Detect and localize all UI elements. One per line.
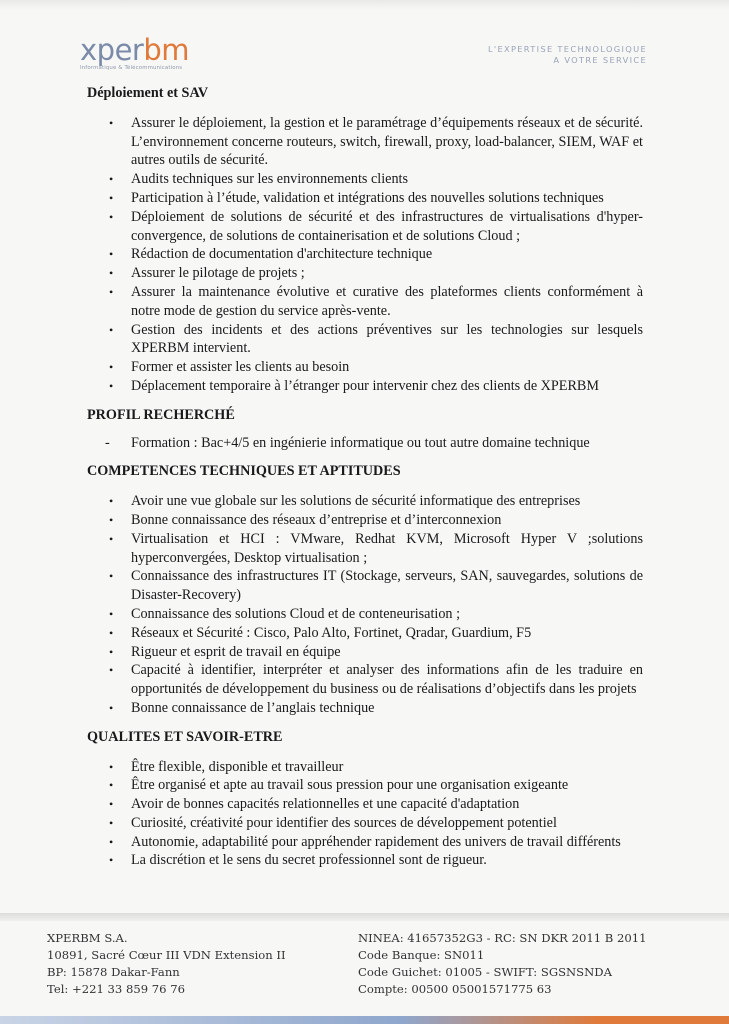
list-item: [87, 624, 643, 643]
list-item-text: La discrétion et le sens du secret professionnel sont de rigueur.: [131, 852, 487, 869]
bullet-icon: •: [109, 625, 114, 640]
section-deploiement: [87, 84, 643, 396]
list-item-text: Gestion des incidents et des actions préventives sur les technologies sur lesquels XPERBM intervient.: [131, 321, 643, 357]
section-gap: [87, 718, 643, 728]
slogan-line-2: A VOTRE SERVICE: [553, 55, 647, 65]
list-item: [87, 776, 643, 795]
list-item-text: Formation : Bac+4/5 en ingénierie informatique ou tout autre domaine technique: [131, 434, 590, 451]
list-item: [87, 434, 643, 453]
list-item-text: Curiosité, créativité pour identifier des sources de développement potentiel: [131, 814, 557, 831]
list-item-text: Être flexible, disponible et travailleur: [131, 758, 344, 775]
page-top-edge: [0, 0, 729, 10]
page-footer: [0, 930, 729, 1010]
list-item: [87, 245, 643, 264]
list-item-text: Audits techniques sur les environnements clients: [131, 171, 408, 188]
logo-accent: bm: [143, 33, 190, 67]
bullet-icon: •: [109, 247, 114, 262]
list-item: [87, 851, 643, 870]
footer-ninea: NINEA: 41657352G3 - RC: SN DKR 2011 B 2011: [358, 931, 647, 945]
list-item: [87, 283, 643, 321]
list-item: [87, 511, 643, 530]
company-logo: [80, 33, 190, 71]
list-item: [87, 208, 643, 246]
list-item: [87, 605, 643, 624]
bullet-icon: •: [109, 494, 114, 509]
dash-icon: -: [105, 434, 110, 451]
footer-legal-block: [358, 930, 646, 998]
bullet-icon: •: [109, 797, 114, 812]
bullet-icon: •: [109, 644, 114, 659]
list-item: [87, 833, 643, 852]
section-gap: [87, 396, 643, 406]
section-profil: [87, 406, 643, 453]
section-title-competences: COMPETENCES TECHNIQUES ET APTITUDES: [87, 463, 401, 480]
list-item-text: Bonne connaissance de l’anglais technique: [131, 699, 375, 716]
bullet-icon: •: [109, 700, 114, 715]
bullet-icon: •: [109, 569, 114, 584]
section-title-qualites: QUALITES ET SAVOIR-ETRE: [87, 728, 283, 745]
list-item-text: Être organisé et apte au travail sous pression pour une organisation exigeante: [131, 777, 569, 794]
list-item-text: Assurer la maintenance évolutive et curative des plateformes clients conformément à notre mode de gestion du service après-vente.: [131, 283, 643, 319]
list-item-text: Avoir une vue globale sur les solutions de sécurité informatique des entreprises: [131, 493, 581, 510]
section-title-deploiement: Déploiement et SAV: [87, 85, 209, 101]
bullet-icon: •: [109, 778, 114, 793]
list-item-text: Déplacement temporaire à l’étranger pour intervenir chez des clients de XPERBM: [131, 377, 600, 394]
bullet-icon: •: [109, 378, 114, 393]
list-item: [87, 758, 643, 777]
list-item-text: Réseaux et Sécurité : Cisco, Palo Alto, Fortinet, Qradar, Guardium, F5: [131, 624, 532, 641]
list-item-text: Assurer le pilotage de projets ;: [131, 265, 305, 282]
bullet-icon: •: [109, 266, 114, 281]
bullet-icon: •: [109, 284, 114, 299]
list-item-text: Assurer le déploiement, la gestion et le paramétrage d’équipements réseaux et de sécurité. L’environnement concerne routeurs, switch, firewall, proxy, load-balancer, SIEM, WAF et autres outils de sécurité.: [131, 114, 643, 169]
list-item-text: Participation à l’étude, validation et intégrations des nouvelles solutions techniques: [131, 189, 604, 206]
bullet-icon: •: [109, 172, 114, 187]
bullet-icon: •: [109, 853, 114, 868]
footer-address: 10891, Sacré Cœur III VDN Extension II: [47, 948, 286, 962]
list-item-text: Rigueur et esprit de travail en équipe: [131, 643, 341, 660]
list-item: [87, 661, 643, 699]
list-item-text: Déploiement de solutions de sécurité et des infrastructures de virtualisations d'hyper-convergence, de solutions de containerisation et de solutions Cloud ;: [131, 208, 643, 244]
list-item: [87, 699, 643, 718]
section-gap: [87, 452, 643, 462]
logo-main: xper: [80, 33, 144, 67]
list-item-text: Bonne connaissance des réseaux d’entreprise et d’interconnexion: [131, 511, 502, 528]
list-item-text: Virtualisation et HCI : VMware, Redhat KVM, Microsoft Hyper V ;solutions hyperconvergées, Desktop virtualisation ;: [131, 530, 643, 566]
list-item: [87, 814, 643, 833]
list-item: [87, 492, 643, 511]
list-item-text: Avoir de bonnes capacités relationnelles et une capacité d'adaptation: [131, 796, 520, 813]
bullet-icon: •: [109, 190, 114, 205]
slogan-line-1: L'EXPERTISE TECHNOLOGIQUE: [487, 44, 647, 54]
bullet-icon: •: [109, 606, 114, 621]
list-item-text: Connaissance des solutions Cloud et de conteneurisation ;: [131, 605, 461, 622]
list-item-text: Connaissance des infrastructures IT (Stockage, serveurs, SAN, sauvegardes, solutions de Disaster-Recovery): [131, 568, 643, 604]
list-item-text: Former et assister les clients au besoin: [131, 359, 350, 376]
footer-color-bar: [0, 1016, 729, 1024]
header-slogan: [488, 44, 647, 66]
footer-divider: [0, 913, 729, 921]
competences-list: [87, 492, 643, 718]
bullet-icon: •: [109, 115, 114, 130]
bullet-icon: •: [109, 360, 114, 375]
list-item: [87, 530, 643, 568]
profil-list: [87, 434, 643, 453]
qualites-list: [87, 758, 643, 871]
section-title-profil: PROFIL RECHERCHÉ: [87, 406, 235, 423]
footer-code-guichet: Code Guichet: 01005 - SWIFT: SGSNSNDA: [358, 965, 612, 979]
deploiement-list: [87, 114, 643, 396]
bullet-icon: •: [109, 209, 114, 224]
list-item-text: Autonomie, adaptabilité pour appréhender rapidement des univers de travail différents: [131, 833, 621, 850]
bullet-icon: •: [109, 759, 114, 774]
list-item: [87, 114, 643, 170]
bullet-icon: •: [109, 531, 114, 546]
section-qualites: [87, 728, 643, 871]
footer-code-banque: Code Banque: SN011: [358, 948, 485, 962]
footer-compte: Compte: 00500 05001571775 63: [358, 982, 552, 996]
bullet-icon: •: [109, 322, 114, 337]
bullet-icon: •: [109, 815, 114, 830]
footer-tel: Tel: +221 33 859 76 76: [47, 982, 185, 996]
footer-bp: BP: 15878 Dakar-Fann: [47, 965, 180, 979]
bullet-icon: •: [109, 663, 114, 678]
footer-address-block: [47, 930, 286, 998]
list-item: [87, 567, 643, 605]
section-competences: [87, 462, 643, 717]
list-item: [87, 321, 643, 359]
list-item-text: Capacité à identifier, interpréter et analyser des informations afin de les traduire en opportunités de développement du business ou de réalisations d’objectifs dans les projets: [131, 662, 643, 698]
footer-company: XPERBM S.A.: [47, 931, 128, 945]
list-item: [87, 170, 643, 189]
document-body: [87, 84, 643, 870]
list-item: [87, 189, 643, 208]
logo-wordmark: [80, 33, 190, 67]
list-item: [87, 358, 643, 377]
list-item: [87, 795, 643, 814]
logo-tagline: Informatique & Télécommunications: [80, 65, 183, 71]
list-item: [87, 264, 643, 283]
bullet-icon: •: [109, 834, 114, 849]
bullet-icon: •: [109, 512, 114, 527]
list-item: [87, 643, 643, 662]
list-item: [87, 377, 643, 396]
list-item-text: Rédaction de documentation d'architecture technique: [131, 246, 433, 263]
